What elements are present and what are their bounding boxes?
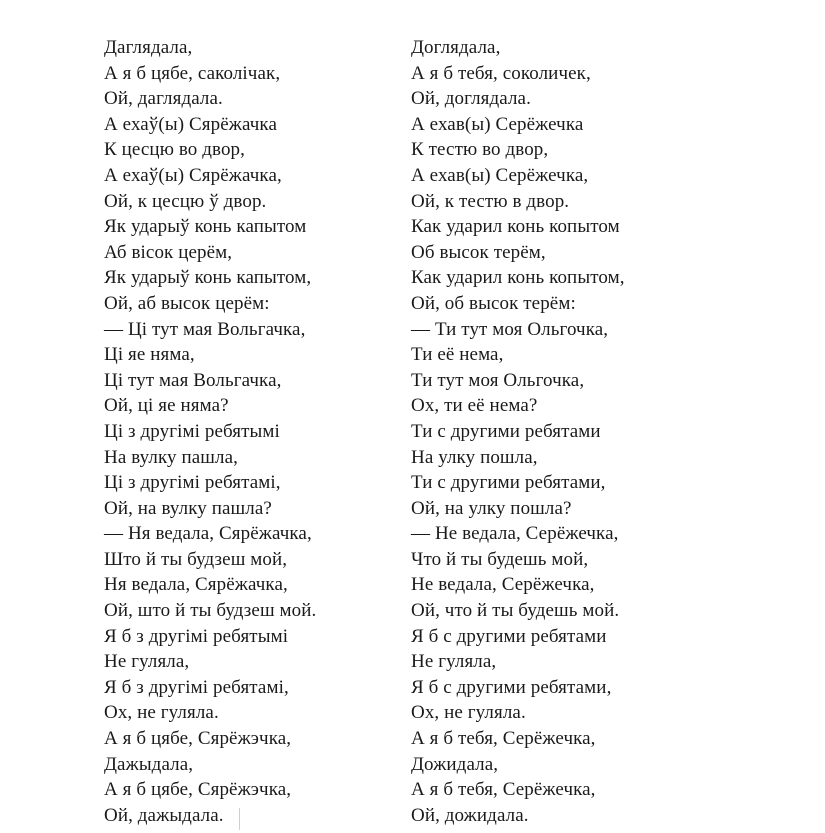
verse-line: Ці тут мая Вольгачка,: [104, 369, 282, 391]
verse-line: Я б с другими ребятами: [411, 625, 607, 647]
verse-line: Об высок терём,: [411, 241, 546, 263]
verse-line: Ці з другімі ребятымі: [104, 420, 280, 442]
verse-line: Што й ты будзеш мой,: [104, 548, 288, 570]
verse-line: Як ударыў конь капытом: [104, 216, 307, 238]
verse-line: На улку пошла,: [411, 446, 538, 468]
verse-line: Ой, на улку пошла?: [411, 497, 572, 519]
verse-line: Ой, об высок терём:: [411, 292, 576, 314]
belarusian-text-column: [104, 35, 316, 828]
verse-line: Ці яе няма,: [104, 344, 195, 366]
verse-line: — Не ведала, Серёжечка,: [411, 523, 619, 545]
verse-line: А я б цябе, саколічак,: [104, 62, 281, 84]
verse-line: Не ведала, Серёжечка,: [411, 574, 595, 596]
verse-line: А я б тебя, соколичек,: [411, 62, 591, 84]
verse-line: А ехав(ы) Серёжечка,: [411, 164, 589, 186]
verse-line: Ох, не гуляла.: [104, 702, 219, 724]
verse-line: А ехаў(ы) Сярёжачка,: [104, 164, 282, 186]
verse-line: Дажыдала,: [104, 753, 194, 775]
verse-line: Я б с другими ребятами,: [411, 676, 612, 698]
verse-line: Ой, ці яе няма?: [104, 395, 229, 417]
verse-line: А я б тебя, Серёжечка,: [411, 779, 596, 801]
verse-line: Дожидала,: [411, 753, 499, 775]
verse-line: Не гуляла,: [104, 651, 190, 673]
verse-line: Ох, ти её нема?: [411, 395, 538, 417]
verse-line: Как ударил конь копытом: [411, 216, 620, 238]
verse-line: Ти с другими ребятами,: [411, 472, 606, 494]
verse-line: Ой, что й ты будешь мой.: [411, 600, 620, 622]
verse-line: Доглядала,: [411, 37, 501, 58]
verse-line: На вулку пашла,: [104, 446, 238, 468]
verse-line: Ой, к тестю в двор.: [411, 190, 570, 212]
verse-line: Ой, дожидала.: [411, 804, 529, 826]
verse-line: К тестю во двор,: [411, 139, 549, 161]
verse-line: Даглядала,: [104, 37, 193, 58]
verse-line: Я б з другімі ребятымі: [104, 625, 289, 647]
verse-line: Як ударыў конь капытом,: [104, 267, 312, 289]
verse-line: Я б з другімі ребятамі,: [104, 676, 289, 698]
verse-line: Ой, дажыдала.: [104, 804, 224, 826]
verse-line: А ехаў(ы) Сярёжачка: [104, 113, 277, 135]
verse-line: Ой, што й ты будзеш мой.: [104, 600, 317, 622]
verse-line: Ти тут моя Ольгочка,: [411, 369, 585, 391]
verse-line: Аб вісок церём,: [104, 241, 233, 263]
verse-line: Ня ведала, Сярёжачка,: [104, 574, 288, 596]
russian-text-column: [411, 35, 625, 828]
verse-line: Ой, на вулку пашла?: [104, 497, 272, 519]
verse-line: А я б тебя, Серёжечка,: [411, 728, 596, 750]
verse-line: Ой, аб высок церём:: [104, 292, 270, 314]
verse-line: А ехав(ы) Серёжечка: [411, 113, 584, 135]
verse-line: Ти с другими ребятами: [411, 420, 601, 442]
verse-line: — Ці тут мая Вольгачка,: [104, 318, 306, 340]
verse-line: — Ня ведала, Сярёжачка,: [104, 523, 312, 545]
verse-line: Ой, даглядала.: [104, 88, 223, 110]
verse-line: К цесцю во двор,: [104, 139, 245, 161]
verse-line: Ой, к цесцю ў двор.: [104, 190, 267, 212]
verse-line: Ці з другімі ребятамі,: [104, 472, 281, 494]
verse-line: Не гуляла,: [411, 651, 497, 673]
verse-line: А я б цябе, Сярёжэчка,: [104, 728, 292, 750]
verse-line: Как ударил конь копытом,: [411, 267, 625, 289]
verse-line: Ти её нема,: [411, 344, 504, 366]
verse-line: А я б цябе, Сярёжэчка,: [104, 779, 292, 801]
verse-line: Что й ты будешь мой,: [411, 548, 589, 570]
verse-line: — Ти тут моя Ольгочка,: [411, 318, 609, 340]
verse-line: Ой, доглядала.: [411, 88, 531, 110]
scan-mark: [239, 808, 240, 830]
verse-line: Ох, не гуляла.: [411, 702, 526, 724]
